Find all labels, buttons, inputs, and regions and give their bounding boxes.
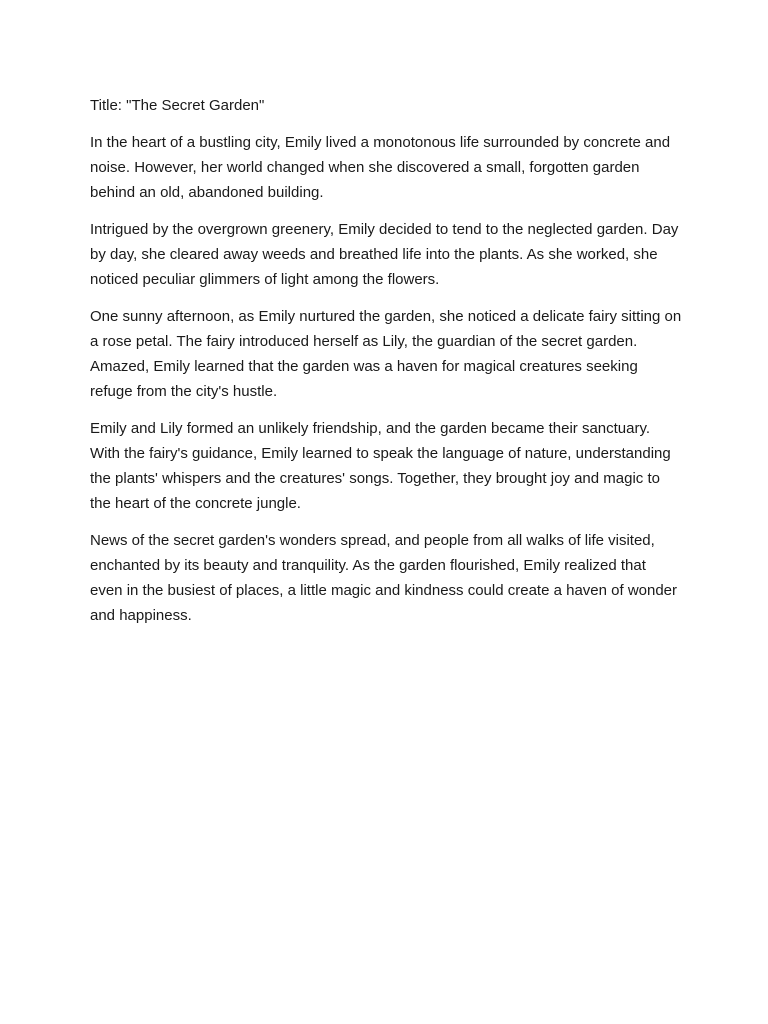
paragraph: Emily and Lily formed an unlikely friendship, and the garden became their sanctuary. With the fairy's guidance, Emily learned to speak the language of nature, understanding the plants' whispers and the creatures' songs. Together, they brought joy and magic to the heart of the concrete jungle. [90, 420, 671, 512]
document-title: Title: "The Secret Garden" [90, 97, 265, 114]
paragraph: Intrigued by the overgrown greenery, Emily decided to tend to the neglected garden. Day by day, she cleared away weeds and breathed life into the plants. As she worked, she noticed peculiar glimmers of light among the flowers. [90, 221, 679, 288]
paragraph: One sunny afternoon, as Emily nurtured the garden, she noticed a delicate fairy sitting on a rose petal. The fairy introduced herself as Lily, the guardian of the secret garden. Amazed, Emily learned that the garden was a haven for magical creatures seeking refuge from the city's hustle. [90, 308, 682, 400]
document-body [90, 93, 682, 640]
paragraph: In the heart of a bustling city, Emily lived a monotonous life surrounded by concrete and noise. However, her world changed when she discovered a small, forgotten garden behind an old, abandoned building. [90, 134, 671, 201]
paragraph: News of the secret garden's wonders spread, and people from all walks of life visited, enchanted by its beauty and tranquility. As the garden flourished, Emily realized that even in the busiest of places, a little magic and kindness could create a haven of wonder and happiness. [90, 532, 678, 624]
